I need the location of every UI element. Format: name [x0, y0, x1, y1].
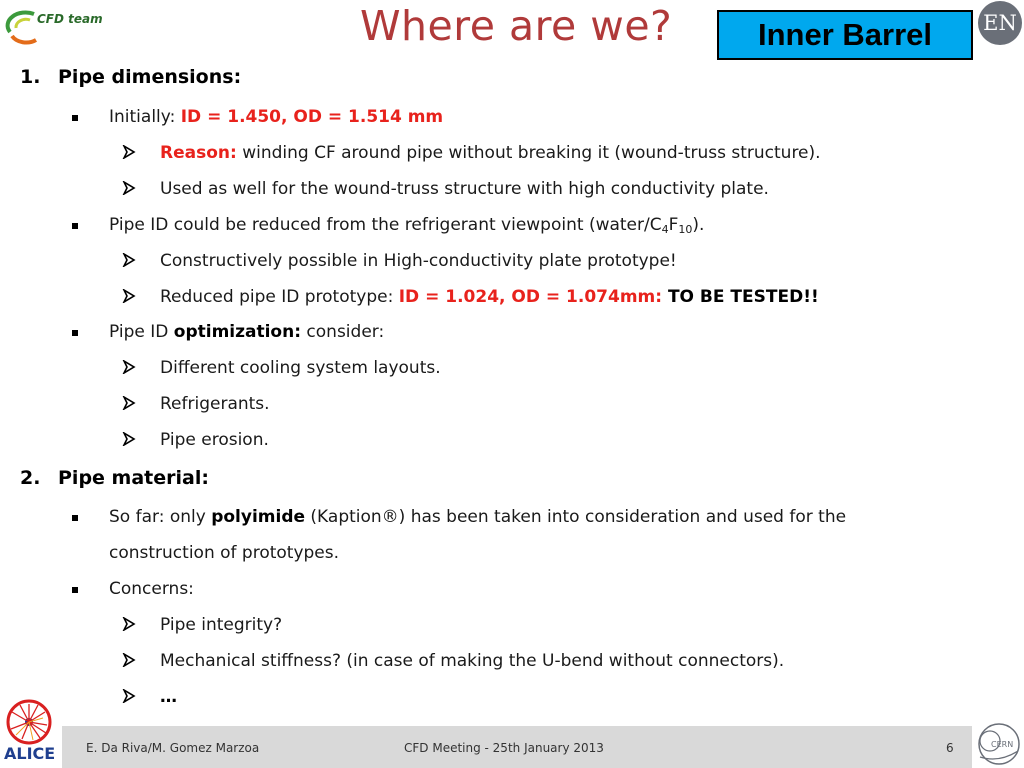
square-bullet-icon	[72, 330, 78, 336]
arrow-bullet-icon	[122, 145, 136, 159]
sub-bullet-text: Mechanical stiffness? (in case of making the U-bend without connectors).	[160, 651, 785, 671]
ellipsis-text: …	[160, 687, 177, 707]
en-logo-text: EN	[983, 11, 1017, 35]
alice-logo-text: ALICE	[4, 744, 56, 763]
arrow-bullet-icon	[122, 432, 136, 446]
inner-barrel-label: Inner Barrel	[757, 17, 932, 52]
to-be-tested-text: TO BE TESTED!!	[662, 287, 819, 307]
arrow-bullet-icon	[122, 396, 136, 410]
section-title: Pipe material:	[58, 467, 209, 489]
bullet-text: ).	[692, 215, 705, 235]
sub-bullet-text: Refrigerants.	[160, 394, 270, 414]
arrow-bullet-icon	[122, 653, 136, 667]
bullet-text: Concerns:	[109, 579, 194, 599]
sub-bullet-text: Different cooling system layouts.	[160, 358, 441, 378]
bullet-text: F	[668, 215, 679, 235]
footer-meeting: CFD Meeting - 25th January 2013	[404, 741, 604, 755]
page-title: Where are we?	[360, 2, 673, 50]
footer-authors: E. Da Riva/M. Gomez Marzoa	[86, 741, 260, 755]
highlight-text: ID = 1.450, OD = 1.514 mm	[180, 107, 444, 127]
bullet-text: Initially:	[109, 107, 181, 127]
sub-bullet-text: Used as well for the wound-truss structure with high conductivity plate.	[160, 179, 769, 199]
arrow-bullet-icon	[122, 689, 136, 703]
square-bullet-icon	[72, 223, 78, 229]
section-number: 1.	[20, 66, 41, 88]
arrow-bullet-icon	[122, 360, 136, 374]
square-bullet-icon	[72, 115, 78, 121]
highlight-text: ID = 1.024, OD = 1.074mm:	[398, 287, 663, 307]
bold-text: polyimide	[211, 507, 306, 527]
arrow-bullet-icon	[122, 289, 136, 303]
arrow-bullet-icon	[122, 253, 136, 267]
square-bullet-icon	[72, 515, 78, 521]
section-number: 2.	[20, 467, 41, 489]
bullet-text: (Kaption®) has been taken into consideration and used for the	[305, 507, 847, 527]
footer-bar	[62, 726, 972, 768]
subscript: 10	[678, 223, 693, 236]
section-heading	[20, 467, 209, 489]
sub-bullet-text: winding CF around pipe without breaking it (wound-truss structure).	[236, 143, 821, 163]
bullet-text: consider:	[301, 322, 385, 342]
sub-bullet-text: Pipe erosion.	[160, 430, 269, 450]
sub-bullet-text: Reduced pipe ID prototype:	[160, 287, 399, 307]
bold-text: optimization:	[173, 322, 302, 342]
section-heading	[20, 66, 241, 88]
bullet-text: construction of prototypes.	[109, 543, 340, 563]
bullet-text: Pipe ID could be reduced from the refrigerant viewpoint (water/C	[109, 215, 662, 235]
en-logo	[978, 1, 1022, 45]
cfd-team-logo-text: CFD team	[37, 12, 103, 26]
arrow-bullet-icon	[122, 617, 136, 631]
page-number: 6	[946, 741, 954, 755]
sub-bullet-text: Constructively possible in High-conductivity plate prototype!	[160, 251, 677, 271]
arrow-bullet-icon	[122, 181, 136, 195]
cern-logo	[976, 721, 1022, 767]
cern-logo-text: CERN	[991, 740, 1014, 749]
sub-bullet-text: Pipe integrity?	[160, 615, 283, 635]
bullet-text: So far: only	[109, 507, 212, 527]
section-title: Pipe dimensions:	[58, 66, 242, 88]
subscript: 4	[661, 223, 669, 236]
bullet-text: Pipe ID	[109, 322, 174, 342]
inner-barrel-badge	[717, 10, 973, 60]
square-bullet-icon	[72, 587, 78, 593]
reason-label: Reason:	[160, 143, 237, 163]
